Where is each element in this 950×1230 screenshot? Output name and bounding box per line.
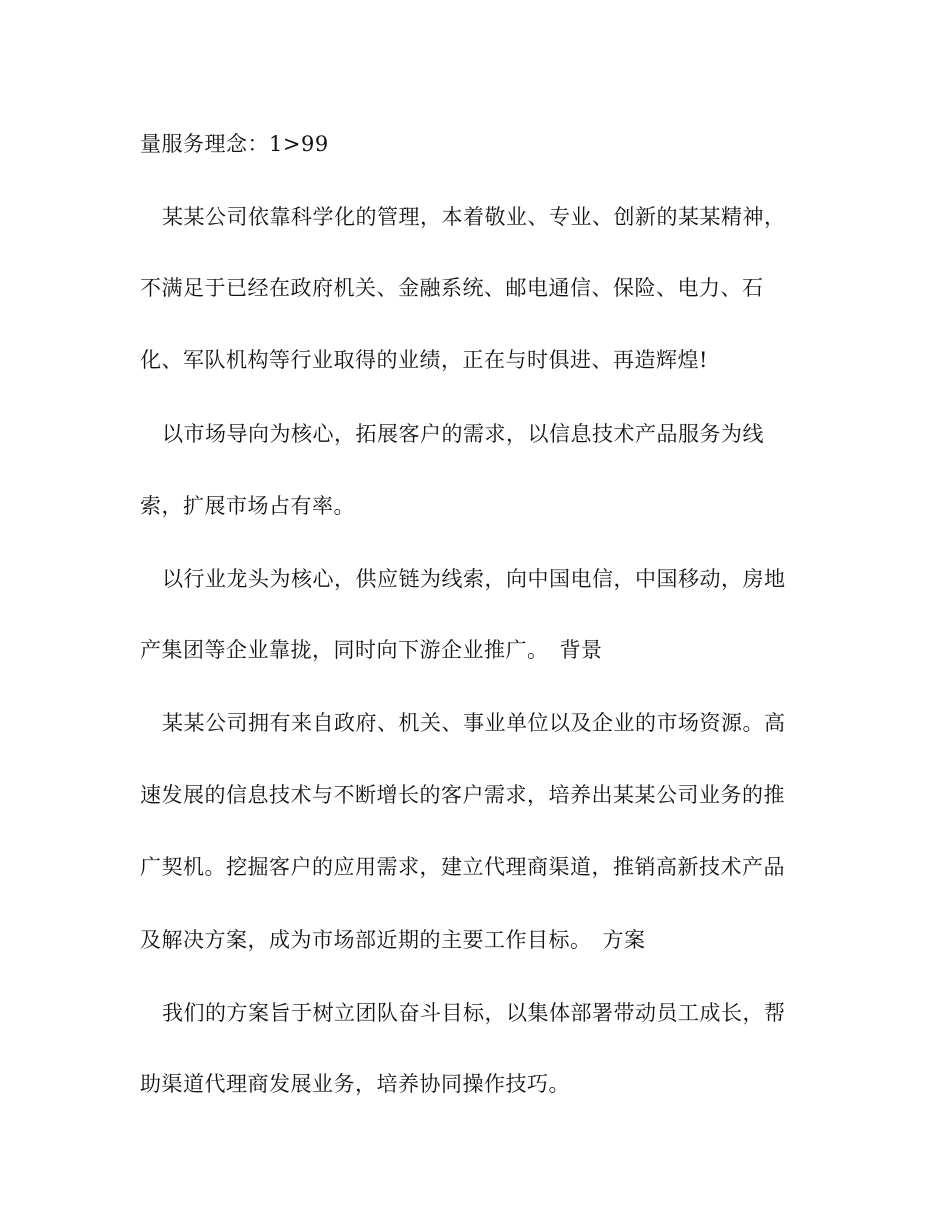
text-line: 不满足于已经在政府机关、金融系统、邮电通信、保险、电力、石 xyxy=(140,276,764,300)
text-line: 助渠道代理商发展业务，培养协同操作技巧。 xyxy=(140,1072,570,1096)
text-line: 广契机。挖掘客户的应用需求，建立代理商渠道，推销高新技术产品 xyxy=(140,855,785,879)
paragraph-line: 以市场导向为核心，拓展客户的需求，以信息技术产品服务为线 xyxy=(162,422,764,446)
text-line: 及解决方案，成为市场部近期的主要工作目标。 方案 xyxy=(140,928,646,952)
paragraph-line: 我们的方案旨于树立团队奋斗目标，以集体部署带动员工成长，帮 xyxy=(162,1001,786,1025)
text-line: 量服务理念：1>99 xyxy=(140,132,329,156)
paragraph-line: 某某公司拥有来自政府、机关、事业单位以及企业的市场资源。高 xyxy=(162,711,786,735)
text-line: 产集团等企业靠拢，同时向下游企业推广。 背景 xyxy=(140,638,603,662)
text-line: 索，扩展市场占有率。 xyxy=(140,494,355,518)
paragraph-line: 以行业龙头为核心，供应链为线索，向中国电信，中国移动，房地 xyxy=(162,567,786,591)
paragraph-line: 某某公司依靠科学化的管理，本着敬业、专业、创新的某某精神， xyxy=(162,205,786,229)
text-line: 速发展的信息技术与不断增长的客户需求，培养出某某公司业务的推 xyxy=(140,783,785,807)
text-line: 化、军队机构等行业取得的业绩，正在与时俱进、再造辉煌! xyxy=(140,348,708,372)
